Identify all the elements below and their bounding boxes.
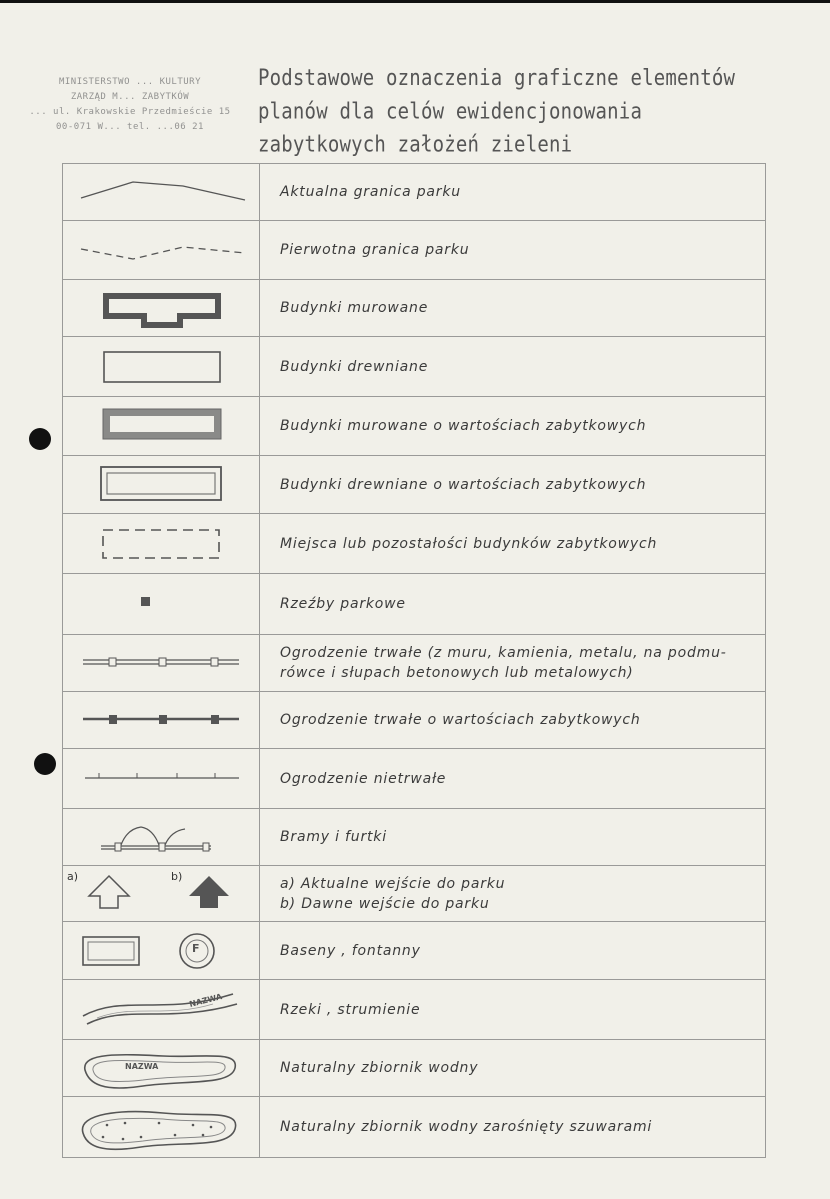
river-icon — [63, 980, 259, 1039]
legend-label: Budynki murowane — [260, 280, 766, 337]
legend-label: Naturalny zbiornik wodny zarośnięty szuwarami — [260, 1097, 766, 1158]
punch-hole-lower — [34, 753, 56, 775]
marker-a: a) — [67, 870, 79, 883]
legend-row — [63, 456, 766, 514]
legend-label: Naturalny zbiornik wodny — [260, 1040, 766, 1097]
stamp-line-4: 00-071 W... tel. ...06 21 — [56, 122, 204, 132]
symbol-cell — [63, 514, 260, 574]
stamp-line-2: ZARZĄD M... ZABYTKÓW — [70, 92, 190, 102]
legend-label: Aktualna granica parku — [260, 164, 766, 221]
legend-row — [63, 397, 766, 456]
symbol-cell — [63, 221, 260, 280]
symbol-cell — [63, 1040, 260, 1097]
temporary-fence-icon — [63, 749, 259, 808]
legend-label: Rzeźby parkowe — [260, 574, 766, 635]
legend-label: Miejsca lub pozostałości budynków zabytkowych — [260, 514, 766, 574]
legend-table — [62, 163, 766, 1158]
legend-label: Ogrodzenie trwałe o wartościach zabytkowych — [260, 692, 766, 749]
pool-fountain-icon — [63, 922, 259, 979]
entrance-arrows-icon — [63, 866, 259, 921]
symbol-cell — [63, 397, 260, 456]
legend-label: a) Aktualne wejście do parku b) Dawne wejście do parku — [260, 866, 766, 922]
historic-wooden-building-icon — [63, 456, 259, 513]
historic-permanent-fence-icon — [63, 692, 259, 748]
legend-row — [63, 809, 766, 866]
legend-label: Ogrodzenie nietrwałe — [260, 749, 766, 809]
symbol-cell — [63, 574, 260, 635]
legend-row — [63, 574, 766, 635]
legend-row — [63, 514, 766, 574]
title-line-3: zabytkowych założeń zieleni — [258, 132, 573, 158]
legend-row — [63, 164, 766, 221]
title-line-1: Podstawowe oznaczenia graficzne elementów — [258, 65, 736, 91]
pond-name-tag: NAZWA — [125, 1062, 159, 1071]
stamp-line-1: MINISTERSTWO ... KULTURY — [58, 77, 202, 87]
symbol-cell — [63, 749, 260, 809]
legend-row — [63, 980, 766, 1040]
overgrown-pond-icon — [63, 1097, 259, 1157]
legend-row — [63, 1040, 766, 1097]
gate-icon — [63, 809, 259, 865]
current-park-boundary-icon — [63, 164, 259, 220]
legend-row — [63, 922, 766, 980]
legend-label: Pierwotna granica parku — [260, 221, 766, 280]
brick-building-icon — [63, 280, 259, 336]
symbol-cell — [63, 1097, 260, 1158]
legend-label: Rzeki , strumienie — [260, 980, 766, 1040]
symbol-cell — [63, 980, 260, 1040]
legend-row — [63, 337, 766, 397]
symbol-cell — [63, 337, 260, 397]
legend-row — [63, 866, 766, 922]
title-line-2: planów dla celów ewidencjonowania — [258, 98, 643, 125]
symbol-cell — [63, 922, 260, 980]
legend-row — [63, 221, 766, 280]
wooden-building-icon — [63, 337, 259, 396]
page-title — [258, 62, 798, 162]
legend-label: Budynki drewniane — [260, 337, 766, 397]
legend-row — [63, 1097, 766, 1158]
symbol-cell — [63, 635, 260, 692]
legend-row — [63, 749, 766, 809]
fountain-letter: F — [192, 942, 200, 955]
legend-row — [63, 692, 766, 749]
pond-icon — [63, 1040, 259, 1096]
symbol-cell — [63, 164, 260, 221]
legend-label: Budynki murowane o wartościach zabytkowych — [260, 397, 766, 456]
top-edge-line — [0, 0, 830, 3]
symbol-cell — [63, 456, 260, 514]
legend-label: Ogrodzenie trwałe (z muru, kamienia, metalu, na podmu- rówce i słupach betonowych lub metalowych) — [260, 635, 766, 692]
symbol-cell — [63, 866, 260, 922]
marker-b: b) — [171, 870, 183, 883]
punch-hole-upper — [29, 428, 51, 450]
legend-label: Bramy i furtki — [260, 809, 766, 866]
historic-brick-building-icon — [63, 397, 259, 455]
institution-stamp — [20, 75, 240, 135]
legend-row — [63, 635, 766, 692]
legend-label: Baseny , fontanny — [260, 922, 766, 980]
legend-label: Budynki drewniane o wartościach zabytkowych — [260, 456, 766, 514]
legend-row — [63, 280, 766, 337]
symbol-cell — [63, 280, 260, 337]
symbol-cell — [63, 809, 260, 866]
permanent-fence-icon — [63, 635, 259, 691]
building-remains-icon — [63, 514, 259, 573]
symbol-cell — [63, 692, 260, 749]
stamp-line-3: ... ul. Krakowskie Przedmieście 15 — [29, 107, 231, 117]
river-name-tag: NAZWA — [188, 992, 223, 1009]
sculpture-icon — [63, 574, 259, 634]
original-park-boundary-icon — [63, 221, 259, 279]
